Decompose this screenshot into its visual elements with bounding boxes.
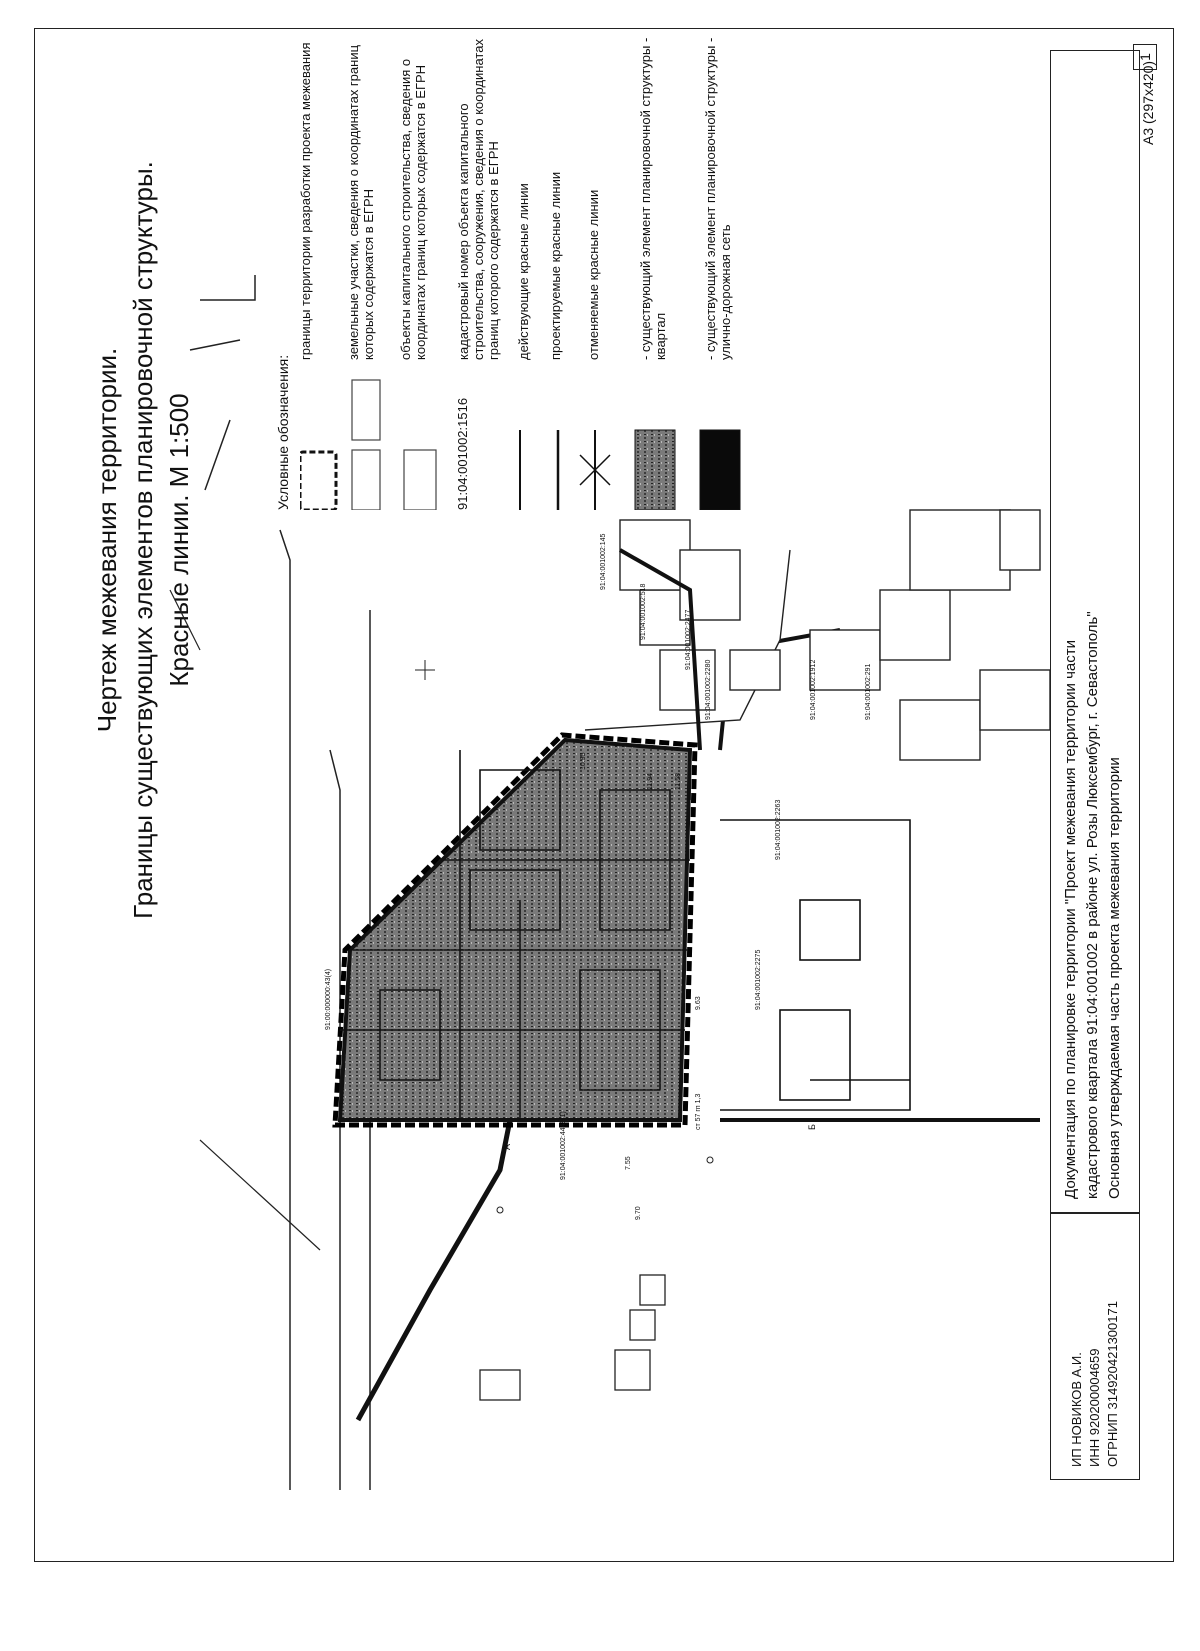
code-2477: 91:04:001002:2477	[685, 609, 692, 670]
legend-text-road: - существующий элемент планировочной структуры - улично-дорожная сеть	[703, 37, 733, 360]
stamp-ogrnip: ОГРНИП 314920421300171	[1105, 1301, 1120, 1467]
elev-1095: 10.95	[580, 752, 587, 770]
legend-text-existing-lines: действующие красные линии	[516, 183, 531, 360]
stamp-doc-line-3: Основная утверждаемая часть проекта межевания территории	[1106, 757, 1123, 1199]
red-line-leader	[200, 1140, 320, 1250]
code-291: 91:04:001002:291	[865, 663, 872, 720]
stamp-org: ИП НОВИКОВ А.И.	[1069, 1352, 1084, 1467]
code-145: 91:04:001002:145	[600, 533, 607, 590]
title-block	[1050, 50, 1140, 1480]
legend-items	[298, 30, 1018, 360]
label-a: А	[502, 1143, 512, 1150]
code-518: 91:04:001002:518	[640, 583, 647, 640]
legend-building-sym	[404, 450, 436, 510]
title-block-divider	[1051, 1213, 1139, 1215]
paper-format: А3 (297х420)	[1140, 60, 1156, 145]
legend-boundary-sym	[300, 452, 336, 510]
buildings-left	[480, 1275, 665, 1400]
code-st: ст 57 гп 1,3	[695, 1093, 702, 1130]
stamp-doc-line-2: кадастрового квартала 91:04:001002 в районе ул. Розы Люксембург, г. Севастополь"	[1084, 611, 1101, 1199]
title-line-2: Границы существующих элементов планировочной структуры.	[128, 161, 158, 919]
legend-text-boundary: границы территории разработки проекта межевания	[298, 42, 313, 360]
legend-text-cancel-lines: отменяемые красные линии	[586, 189, 601, 360]
label-b: Б	[807, 1124, 817, 1130]
code-2275: 91:04:001002:2275	[755, 949, 762, 1010]
elev-755: 7.55	[625, 1156, 632, 1170]
legend-parcel-sym-2	[352, 380, 380, 440]
legend-text-parcels: земельные участки, сведения о координатах границ которых содержатся в ЕГРН	[346, 44, 376, 360]
south-parcels	[690, 760, 910, 1110]
stamp-doc-line-1: Документация по планировке территории "Проект межевания территории части	[1062, 640, 1079, 1199]
elev-963: 9.63	[695, 996, 702, 1010]
title-line-3: Красные линии. М 1:500	[164, 393, 194, 687]
legend-road-sym	[700, 430, 740, 510]
code-1912: 91:04:001002:1912	[810, 659, 817, 720]
code-2280: 91:04:001002:2280	[705, 659, 712, 720]
legend-text-cadastral: кадастровый номер объекта капитального строительства, сооружения, сведения о координатах границ которого содержатся в ЕГРН	[456, 39, 501, 360]
buildings-northeast	[585, 510, 1050, 760]
legend-heading: Условные обозначения:	[275, 354, 291, 510]
legend-parcel-sym-1	[352, 450, 380, 510]
elev-1194: 11.94	[647, 773, 654, 790]
code-street: 91:00:000000:43(4)	[325, 968, 332, 1030]
street-leader	[170, 590, 200, 650]
code-2263: 91:04:001002:2263	[775, 799, 782, 860]
elev-1158: 11.58	[675, 773, 682, 790]
legend-cadastral-code: 91:04:001002:1516	[455, 397, 470, 510]
legend-text-projected-lines: проектируемые красные линии	[548, 171, 563, 360]
title-line-1: Чертеж межевания территории.	[92, 347, 122, 733]
sheet-number: 1	[1136, 53, 1153, 61]
code-4448: 91:04:001002:4448(1)	[560, 1111, 567, 1180]
survey-point	[497, 1207, 503, 1213]
stamp-inn: ИНН 920200004659	[1087, 1348, 1102, 1467]
survey-point-2	[707, 1157, 713, 1163]
legend-text-quarter: - существующий элемент планировочной структуры - квартал	[638, 37, 668, 360]
legend-quarter-sym	[635, 430, 675, 510]
legend-text-buildings: объекты капитального строительства, сведения о координатах границ которых содержатся в ЕГРН	[398, 58, 428, 360]
drawing-sheet	[40, 30, 1160, 1550]
elev-970: 9.70	[635, 1206, 642, 1220]
